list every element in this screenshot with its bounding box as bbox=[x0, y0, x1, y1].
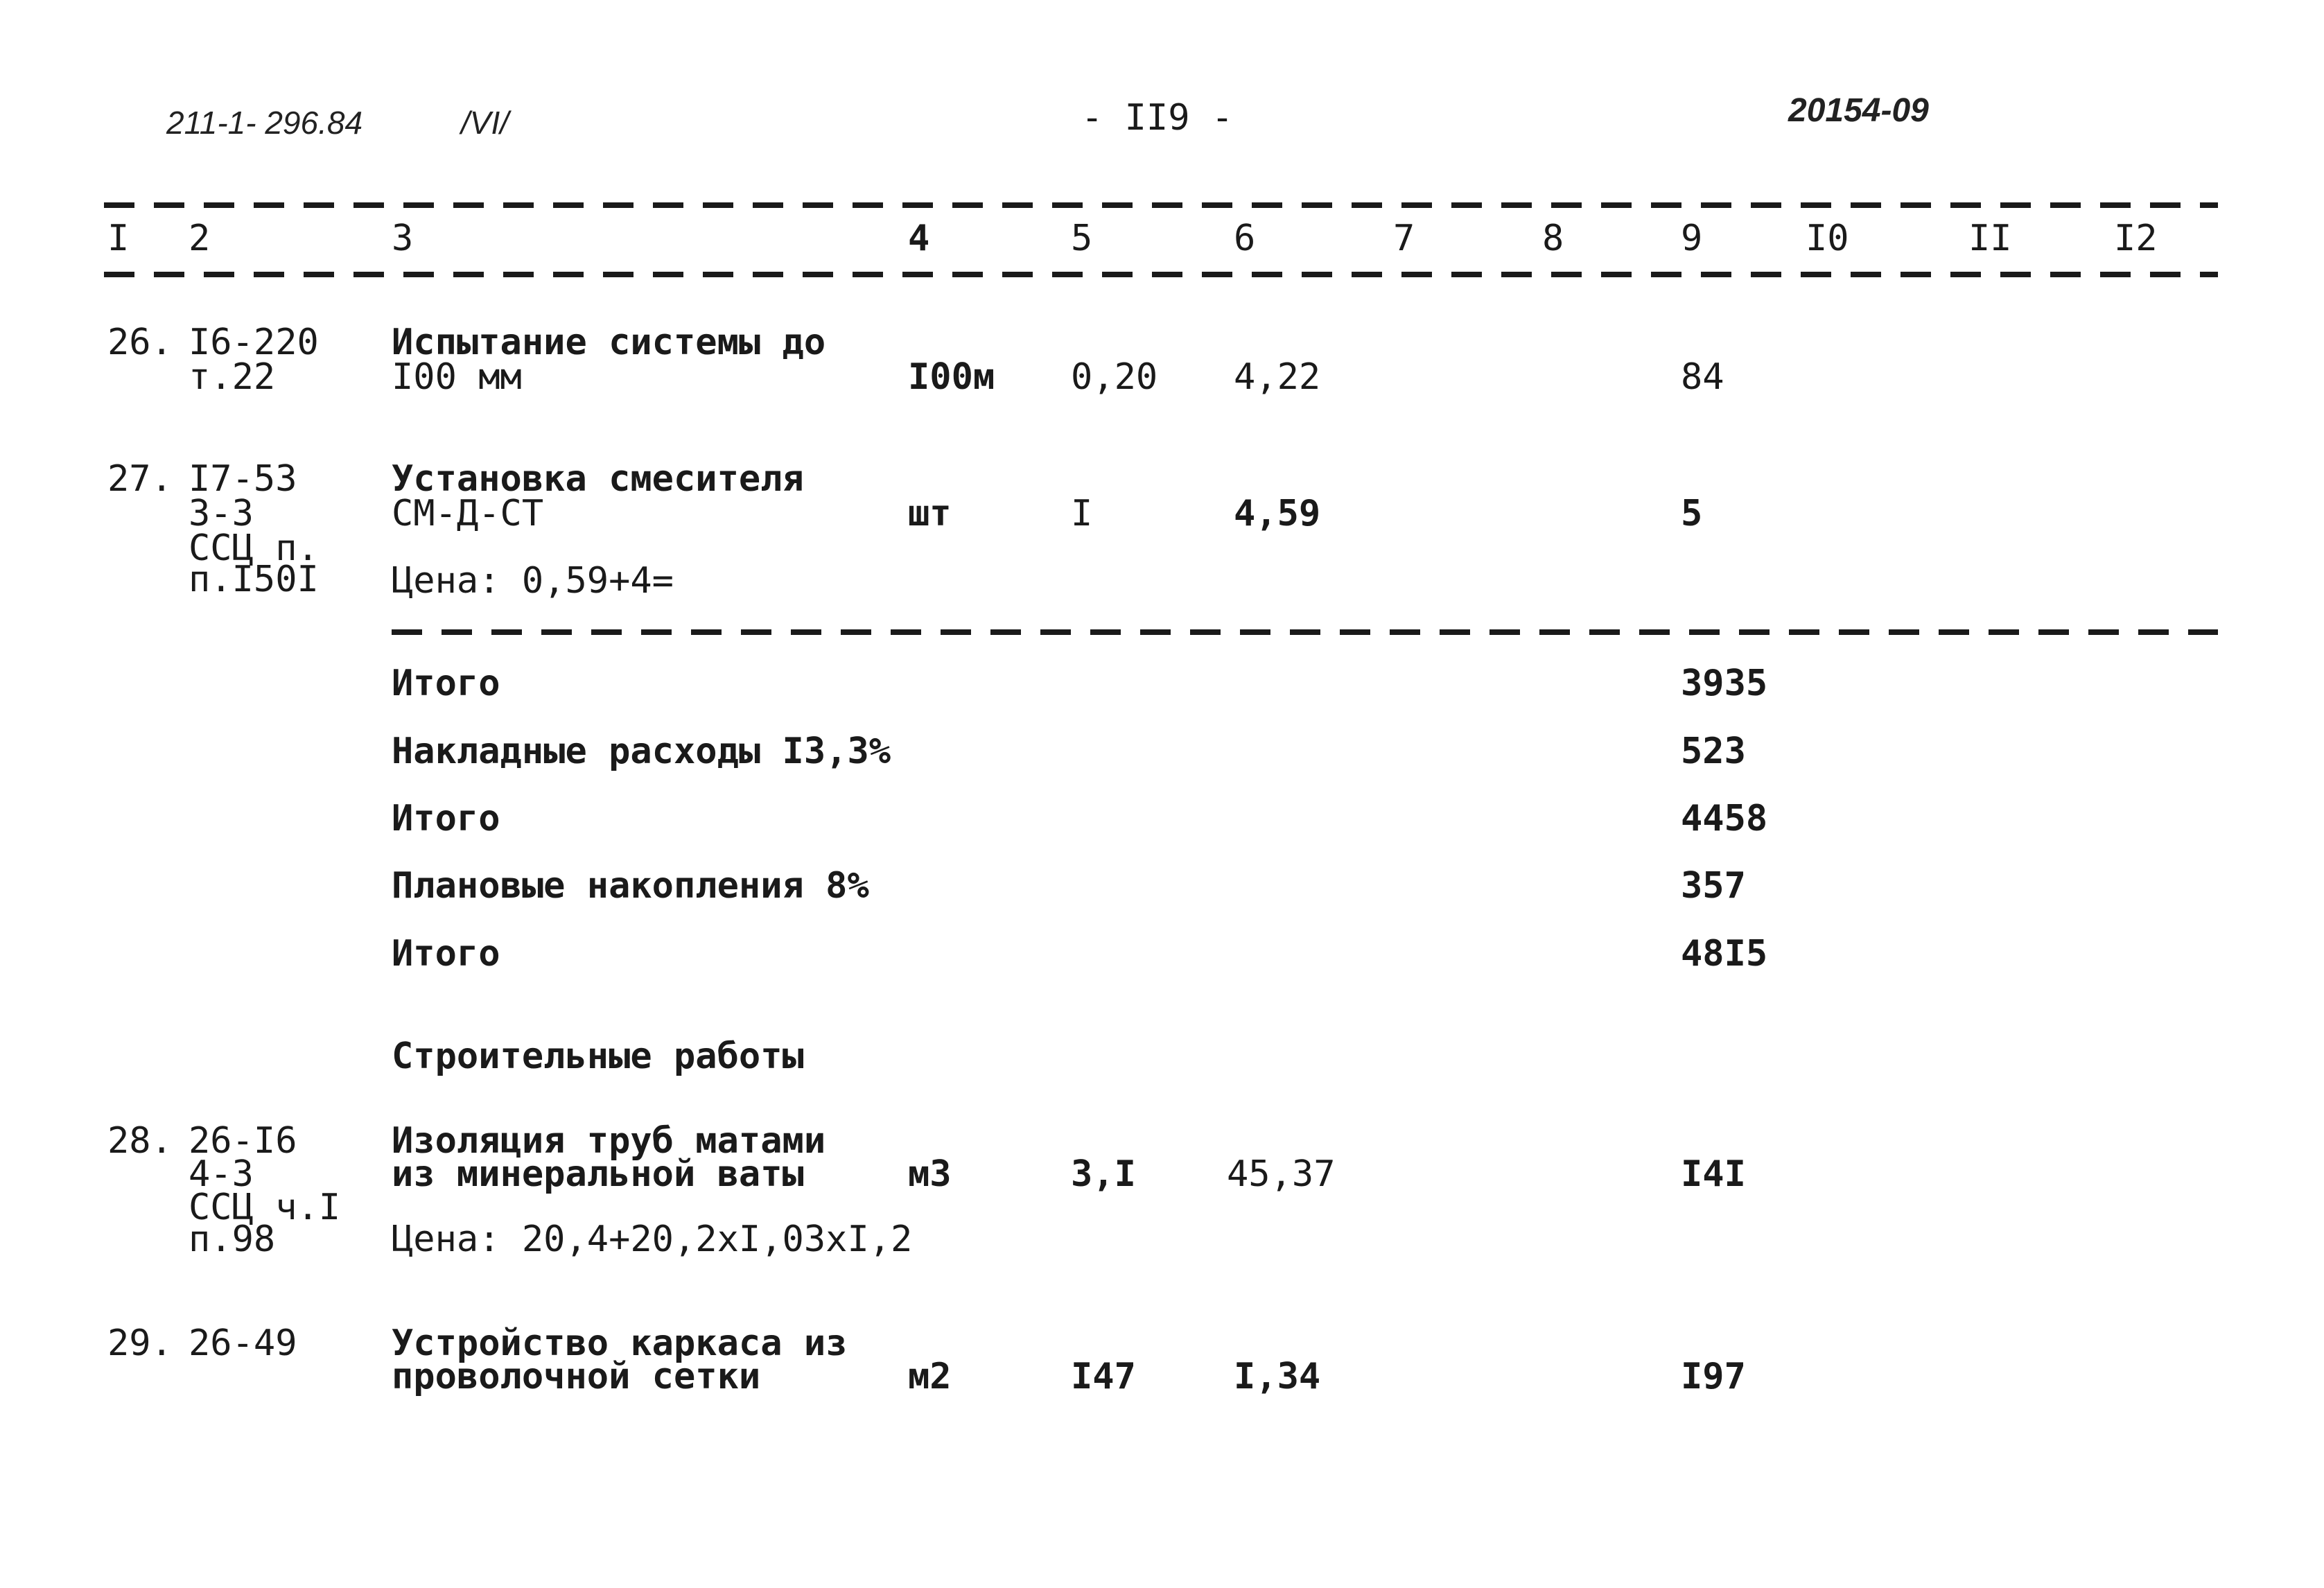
row-number: 26. bbox=[107, 322, 173, 363]
norm-code: 26-I6 bbox=[189, 1120, 297, 1162]
unit: шт bbox=[908, 493, 952, 534]
norm-code: т.22 bbox=[189, 356, 276, 398]
unit-price: 4,22 bbox=[1234, 356, 1321, 398]
total-cost: 5 bbox=[1681, 493, 1703, 534]
inventory-number: 20154-09 bbox=[1788, 92, 1929, 129]
work-description: Испытание системы до bbox=[392, 322, 826, 363]
column-header: 3 bbox=[392, 218, 414, 259]
summary-value: 357 bbox=[1681, 865, 1746, 907]
summary-value: 48I5 bbox=[1681, 933, 1768, 975]
norm-code: ССЦ п. bbox=[189, 527, 319, 569]
norm-code: 4-3 bbox=[189, 1153, 254, 1195]
unit: м3 bbox=[908, 1153, 952, 1195]
work-description: I00 мм bbox=[392, 356, 522, 398]
work-description: из минеральной ваты bbox=[392, 1153, 804, 1195]
work-description: проволочной сетки bbox=[392, 1356, 761, 1397]
column-header: I2 bbox=[2114, 218, 2158, 259]
column-header: II bbox=[1968, 218, 2012, 259]
column-header: I bbox=[107, 218, 130, 259]
norm-code: I6-220 bbox=[189, 322, 319, 363]
summary-value: 3935 bbox=[1681, 663, 1768, 704]
column-header: I0 bbox=[1806, 218, 1849, 259]
price-calculation: Цена: 20,4+20,2хI,03хI,2 bbox=[392, 1219, 913, 1260]
norm-code: 26-49 bbox=[189, 1323, 297, 1364]
work-description: СМ-Д-СТ bbox=[392, 493, 544, 534]
quantity: I47 bbox=[1071, 1356, 1136, 1397]
total-cost: I4I bbox=[1681, 1153, 1746, 1195]
price-calculation: Цена: 0,59+4= bbox=[392, 560, 674, 602]
norm-code: п.98 bbox=[189, 1219, 276, 1260]
unit-price: I,34 bbox=[1234, 1356, 1321, 1397]
row-number: 29. bbox=[107, 1323, 173, 1364]
summary-label: Итого bbox=[392, 798, 500, 839]
norm-code: 3-3 bbox=[189, 493, 254, 534]
album-number: /VI/ bbox=[461, 105, 509, 141]
summary-label: Итого bbox=[392, 663, 500, 704]
unit: I00м bbox=[908, 356, 995, 398]
column-header: 9 bbox=[1681, 218, 1703, 259]
quantity: I bbox=[1071, 493, 1093, 534]
subtotal-divider bbox=[392, 629, 2218, 635]
unit-price: 4,59 bbox=[1234, 493, 1321, 534]
summary-label: Плановые накопления 8% bbox=[392, 865, 869, 907]
norm-code: п.I50I bbox=[189, 559, 319, 600]
norm-code: ССЦ ч.I bbox=[189, 1187, 341, 1228]
unit: м2 bbox=[908, 1356, 952, 1397]
total-cost: I97 bbox=[1681, 1356, 1746, 1397]
column-header: 6 bbox=[1234, 218, 1256, 259]
work-description: Устройство каркаса из bbox=[392, 1323, 848, 1364]
column-header: 8 bbox=[1542, 218, 1564, 259]
norm-code: I7-53 bbox=[189, 458, 297, 500]
column-header: 5 bbox=[1071, 218, 1093, 259]
column-header: 7 bbox=[1393, 218, 1415, 259]
total-cost: 84 bbox=[1681, 356, 1724, 398]
column-header: 4 bbox=[908, 218, 930, 259]
document-code: 211-1- 296.84 bbox=[166, 105, 363, 141]
quantity: 0,20 bbox=[1071, 356, 1158, 398]
column-header: 2 bbox=[189, 218, 211, 259]
summary-label: Накладные расходы I3,3% bbox=[392, 731, 891, 772]
row-number: 27. bbox=[107, 458, 173, 500]
work-description: Изоляция труб матами bbox=[392, 1120, 826, 1162]
page-number: - II9 - bbox=[1081, 97, 1234, 139]
summary-label: Итого bbox=[392, 933, 500, 975]
table-top-divider bbox=[104, 202, 2218, 208]
summary-value: 4458 bbox=[1681, 798, 1768, 839]
table-header-divider bbox=[104, 272, 2218, 277]
quantity: 3,I bbox=[1071, 1153, 1136, 1195]
summary-value: 523 bbox=[1681, 731, 1746, 772]
section-title: Строительные работы bbox=[392, 1036, 804, 1077]
unit-price: 45,37 bbox=[1227, 1153, 1336, 1195]
work-description: Установка смесителя bbox=[392, 458, 804, 500]
row-number: 28. bbox=[107, 1120, 173, 1162]
